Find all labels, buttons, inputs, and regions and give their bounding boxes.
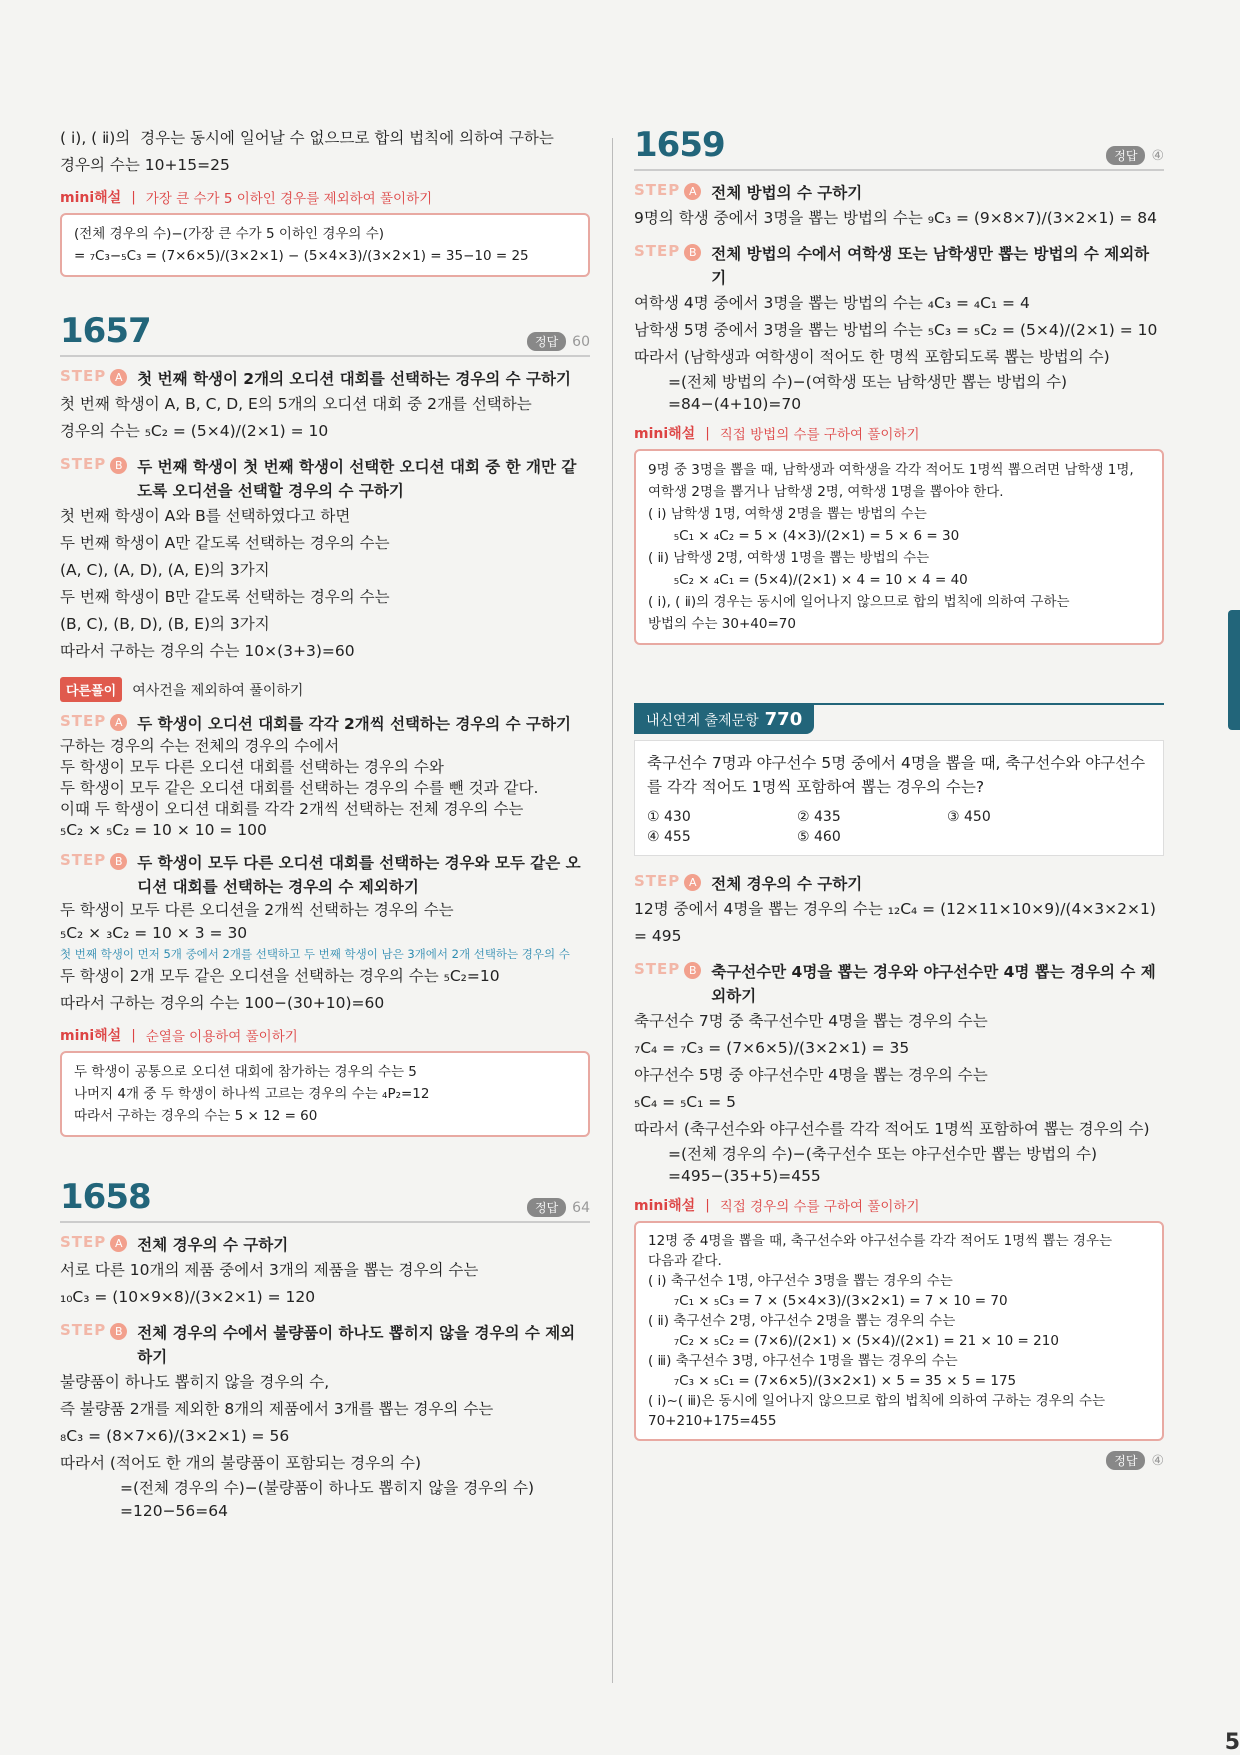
question-box [634,740,1164,856]
text-line: 두 번째 학생이 B만 같도록 선택하는 경우의 수는 [60,588,390,606]
problem-header [60,311,590,357]
mini-line: 따라서 구하는 경우의 수는 5 × 12 = 60 [74,1108,318,1124]
text-line: =120−56=64 [120,1502,228,1520]
step-letter: A [684,874,701,891]
text-line: 두 번째 학생이 A만 같도록 선택하는 경우의 수는 [60,534,390,552]
step-tag: STEP [634,872,681,890]
text-line: 두 학생이 모두 다른 오디션을 2개씩 선택하는 경우의 수는 [60,901,454,919]
text-line: ₅C₄ = ₅C₁ = 5 [634,1093,737,1111]
step-tag: STEP [60,455,107,473]
step-tag: STEP [634,181,681,199]
text-line: 두 학생이 2개 모두 같은 오디션을 선택하는 경우의 수는 ₅C₂=10 [60,967,500,985]
mini-title: 가장 큰 수가 5 이하인 경우를 제외하여 풀이하기 [145,191,433,207]
mini-line: ₅C₁ × ₄C₂ = 5 × (4×3)/(2×1) = 5 × 6 = 30 [648,528,960,544]
text-line: ₁₀C₃ = (10×9×8)/(3×2×1) = 120 [60,1288,316,1306]
text-line: (B, C), (B, D), (B, E)의 3가지 [60,615,270,633]
mini-tag: mini해설 [634,426,696,442]
step-tag: STEP [634,242,681,260]
right-column [634,125,1164,1470]
mini-tag: mini해설 [60,1028,122,1044]
step-title: 전체 경우의 수 구하기 [137,1236,289,1254]
step-a [634,181,1164,205]
mini-line: ₇C₂ × ₅C₂ = (7×6)/(2×1) × (5×4)/(2×1) = 21 × 10 = 210 [648,1333,1059,1349]
choice-3[interactable]: ③ 450 [947,809,991,825]
text-line: 축구선수 7명 중 축구선수만 4명을 뽑는 경우의 수는 [634,1012,988,1030]
alt-badge: 다른풀이 [60,677,122,702]
step-letter: A [110,1235,127,1252]
text-line: 첫 번째 학생이 A, B, C, D, E의 5개의 오디션 대회 중 2개를 선택하는 [60,395,532,413]
mini-header [60,187,590,207]
question-line: 를 각각 적어도 1명씩 포함하여 뽑는 경우의 수는? [647,778,985,796]
step-title: 두 학생이 오디션 대회를 각각 2개씩 선택하는 경우의 수 구하기 [137,715,571,733]
answer-value: 60 [572,333,590,350]
step-title: 전체 방법의 수 구하기 [711,184,863,202]
mini-line: 나머지 4개 중 두 학생이 하나씩 고르는 경우의 수는 ₄P₂=12 [74,1086,430,1102]
step-tag: STEP [60,851,107,869]
alt-step-b [60,851,590,899]
step-tag: STEP [60,367,107,385]
choice-1[interactable]: ① 430 [647,809,691,825]
choice-4[interactable]: ④ 455 [647,829,691,845]
mini-line: ₇C₃ × ₅C₁ = (7×6×5)/(3×2×1) × 5 = 35 × 5 = 175 [648,1373,1017,1389]
mini-line: ₇C₁ × ₅C₃ = 7 × (5×4×3)/(3×2×1) = 7 × 10 = 70 [648,1293,1008,1309]
step-letter: A [110,714,127,731]
step-tag: STEP [60,1321,107,1339]
text-line: 야구선수 5명 중 야구선수만 4명을 뽑는 경우의 수는 [634,1066,988,1084]
mini-line: ( ⅰ)~( ⅲ)은 동시에 일어나지 않으므로 합의 법칙에 의하여 구하는 경우의 수는 [648,1393,1106,1409]
answer-badge: 정답 [1106,1451,1145,1470]
mini-line: (전체 경우의 수)−(가장 큰 수가 5 이하인 경우의 수) [74,226,385,242]
text-line: 따라서 구하는 경우의 수는 100−(30+10)=60 [60,994,385,1012]
mini-title: 순열을 이용하여 풀이하기 [145,1029,298,1045]
step-letter: B [684,244,701,261]
chapter-side-tab [1228,610,1240,730]
text-line: 따라서 (남학생과 여학생이 적어도 한 명씩 포함되도록 뽑는 방법의 수) [634,348,1110,366]
text-line: 9명의 학생 중에서 3명을 뽑는 방법의 수는 ₉C₃ = (9×8×7)/(3×2×1) = 84 [634,209,1157,227]
problem-number: 1658 [60,1177,151,1217]
text-line: 구하는 경우의 수는 전체의 경우의 수에서 [60,737,340,755]
text-line: 남학생 5명 중에서 3명을 뽑는 방법의 수는 ₅C₃ = ₅C₂ = (5×4)/(2×1) = 10 [634,321,1158,339]
naesin-label: 내신연계 출제문항 [646,713,759,729]
mini-box [634,449,1164,645]
text-line: 두 학생이 모두 다른 오디션 대회를 선택하는 경우의 수와 [60,758,444,776]
separator: | [705,1197,710,1213]
choice-2[interactable]: ② 435 [797,809,841,825]
mini-line: 9명 중 3명을 뽑을 때, 남학생과 여학생을 각각 적어도 1명씩 뽑으려면 남학생 1명, [648,462,1134,478]
page-number: 5 [1224,1730,1240,1755]
text-line: 여학생 4명 중에서 3명을 뽑는 방법의 수는 ₄C₃ = ₄C₁ = 4 [634,294,1030,312]
step-title: 첫 번째 학생이 2개의 오디션 대회를 선택하는 경우의 수 구하기 [137,370,571,388]
step-a [60,1233,590,1257]
alt-title: 여사건을 제외하여 풀이하기 [132,682,304,699]
mini-line: ₅C₂ × ₄C₁ = (5×4)/(2×1) × 4 = 10 × 4 = 40 [648,572,968,588]
text-line: 따라서 (적어도 한 개의 불량품이 포함되는 경우의 수) [60,1454,422,1472]
intro-line: 경우의 수는 10+15=25 [60,156,230,174]
step-title: 전체 방법의 수에서 여학생 또는 남학생만 뽑는 방법의 수 제외하기 [711,245,1150,287]
answer-badge: 정답 [1106,146,1145,165]
alt-step-a [60,712,590,736]
step-a [60,367,590,391]
mini-line: 다음과 같다. [648,1253,722,1269]
answer-tag [527,1198,590,1217]
text-line: =(전체 경우의 수)−(불량품이 하나도 뽑히지 않을 경우의 수) [120,1479,535,1497]
mini-box [60,1051,590,1137]
mini-box [634,1221,1164,1441]
choice-5[interactable]: ⑤ 460 [797,829,841,845]
left-column [60,125,590,1523]
step-title: 전체 경우의 수 구하기 [711,875,863,893]
answer-badge: 정답 [527,332,566,351]
separator: | [131,189,136,205]
text-line: 이때 두 학생이 오디션 대회를 각각 2개씩 선택하는 전체 경우의 수는 [60,800,524,818]
mini-header [634,423,1164,443]
problem-number: 1659 [634,125,725,165]
step-b [634,960,1164,1008]
text-line: 경우의 수는 ₅C₂ = (5×4)/(2×1) = 10 [60,422,329,440]
mini-line: 12명 중 4명을 뽑을 때, 축구선수와 야구선수를 각각 적어도 1명씩 뽑는 경우는 [648,1233,1113,1249]
mini-line: ( ⅲ) 축구선수 3명, 야구선수 1명을 뽑는 경우의 수는 [648,1353,958,1369]
text-line: 따라서 구하는 경우의 수는 10×(3+3)=60 [60,642,355,660]
step-tag: STEP [60,712,107,730]
mini-line: ( ⅰ) 남학생 1명, 여학생 2명을 뽑는 방법의 수는 [648,506,927,522]
text-line: (A, C), (A, D), (A, E)의 3가지 [60,561,270,579]
step-letter: B [110,457,127,474]
separator: | [705,425,710,441]
text-line: =(전체 방법의 수)−(여학생 또는 남학생만 뽑는 방법의 수) [668,373,1068,391]
mini-line: = ₇C₃−₅C₃ = (7×6×5)/(3×2×1) − (5×4×3)/(3×2×1) = 35−10 = 25 [74,248,529,264]
text-line: 두 학생이 모두 같은 오디션 대회를 선택하는 경우의 수를 뺀 것과 같다. [60,779,539,797]
annotation-note: 첫 번째 학생이 먼저 5개 중에서 2개를 선택하고 두 번째 학생이 남은 3개에서 2개 선택하는 경우의 수 [60,947,570,961]
mini-header [634,1195,1164,1215]
step-b [60,455,590,503]
text-line: ₅C₂ × ₅C₂ = 10 × 10 = 100 [60,821,267,839]
problem-header [60,1177,590,1223]
mini-line: 방법의 수는 30+40=70 [648,616,796,632]
mini-tag: mini해설 [60,190,122,206]
mini-line: ( ⅱ) 축구선수 2명, 야구선수 2명을 뽑는 경우의 수는 [648,1313,956,1329]
text-line: 12명 중에서 4명을 뽑는 경우의 수는 ₁₂C₄ = (12×11×10×9)/(4×3×2×1) = 495 [634,900,1161,945]
mini-line: 두 학생이 공통으로 오디션 대회에 참가하는 경우의 수는 5 [74,1064,417,1080]
text-line: =84−(4+10)=70 [668,395,802,413]
step-b [634,242,1164,290]
step-b [60,1321,590,1369]
step-a [634,872,1164,896]
answer-tag [527,332,590,351]
answer-value: ④ [1151,147,1164,164]
step-title: 두 번째 학생이 첫 번째 학생이 선택한 오디션 대회 중 한 개만 같도록 오디션을 선택할 경우의 수 구하기 [137,458,577,500]
step-letter: B [110,853,127,870]
mini-title: 직접 경우의 수를 구하여 풀이하기 [719,1199,920,1215]
step-title: 전체 경우의 수에서 불량품이 하나도 뽑히지 않을 경우의 수 제외하기 [137,1324,576,1366]
text-line: 서로 다른 10개의 제품 중에서 3개의 제품을 뽑는 경우의 수는 [60,1261,479,1279]
answer-tag [1106,146,1164,165]
choices [647,809,1151,845]
step-letter: B [110,1323,127,1340]
text-line: 즉 불량품 2개를 제외한 8개의 제품에서 3개를 뽑는 경우의 수는 [60,1400,494,1418]
final-answer [634,1451,1164,1470]
alt-solution-header [60,677,590,702]
answer-value: 64 [572,1199,590,1216]
naesin-section [634,703,1164,856]
mini-title: 직접 방법의 수를 구하여 풀이하기 [719,427,920,443]
text-line: ₇C₄ = ₇C₃ = (7×6×5)/(3×2×1) = 35 [634,1039,910,1057]
separator: | [131,1027,136,1043]
text-line: 따라서 (축구선수와 야구선수를 각각 적어도 1명씩 포함하여 뽑는 경우의 수) [634,1120,1150,1138]
answer-badge: 정답 [527,1198,566,1217]
mini-line: ( ⅱ) 남학생 2명, 여학생 1명을 뽑는 방법의 수는 [648,550,930,566]
text-line: ₈C₃ = (8×7×6)/(3×2×1) = 56 [60,1427,290,1445]
mini-tag: mini해설 [634,1198,696,1214]
text-line: ₅C₂ × ₃C₂ = 10 × 3 = 30 [60,924,248,942]
answer-value: ④ [1151,1452,1164,1469]
text-line: 첫 번째 학생이 A와 B를 선택하였다고 하면 [60,507,351,525]
step-letter: A [110,369,127,386]
problem-header [634,125,1164,171]
mini-line: ( ⅰ) 축구선수 1명, 야구선수 3명을 뽑는 경우의 수는 [648,1273,953,1289]
mini-line: 70+210+175=455 [648,1413,777,1429]
step-title: 두 학생이 모두 다른 오디션 대회를 선택하는 경우와 모두 같은 오디션 대회를 선택하는 경우의 수 제외하기 [137,854,581,896]
mini-line: ( ⅰ), ( ⅱ)의 경우는 동시에 일어나지 않으므로 합의 법칙에 의하여 구하는 [648,594,1070,610]
text-line: 불량품이 하나도 뽑히지 않을 경우의 수, [60,1373,330,1391]
problem-number: 1657 [60,311,151,351]
mini-header [60,1025,590,1045]
step-tag: STEP [634,960,681,978]
text-line: =(전체 경우의 수)−(축구선수 또는 야구선수만 뽑는 방법의 수) [668,1145,1098,1163]
step-letter: A [684,183,701,200]
mini-box [60,213,590,277]
text-line: =495−(35+5)=455 [668,1167,821,1185]
step-letter: B [684,962,701,979]
step-tag: STEP [60,1233,107,1251]
question-line: 축구선수 7명과 야구선수 5명 중에서 4명을 뽑을 때, 축구선수와 야구선수 [647,754,1146,772]
column-divider [612,138,613,1683]
step-title: 축구선수만 4명을 뽑는 경우와 야구선수만 4명 뽑는 경우의 수 제외하기 [711,963,1156,1005]
naesin-tag [634,705,814,734]
intro-line: ( ⅰ), ( ⅱ)의 경우는 동시에 일어날 수 없으므로 합의 법칙에 의하여 구하는 [60,129,554,147]
mini-line: 여학생 2명을 뽑거나 남학생 2명, 여학생 1명을 뽑아야 한다. [648,484,1004,500]
naesin-number: 770 [764,709,803,730]
answer-tag [1106,1451,1164,1470]
